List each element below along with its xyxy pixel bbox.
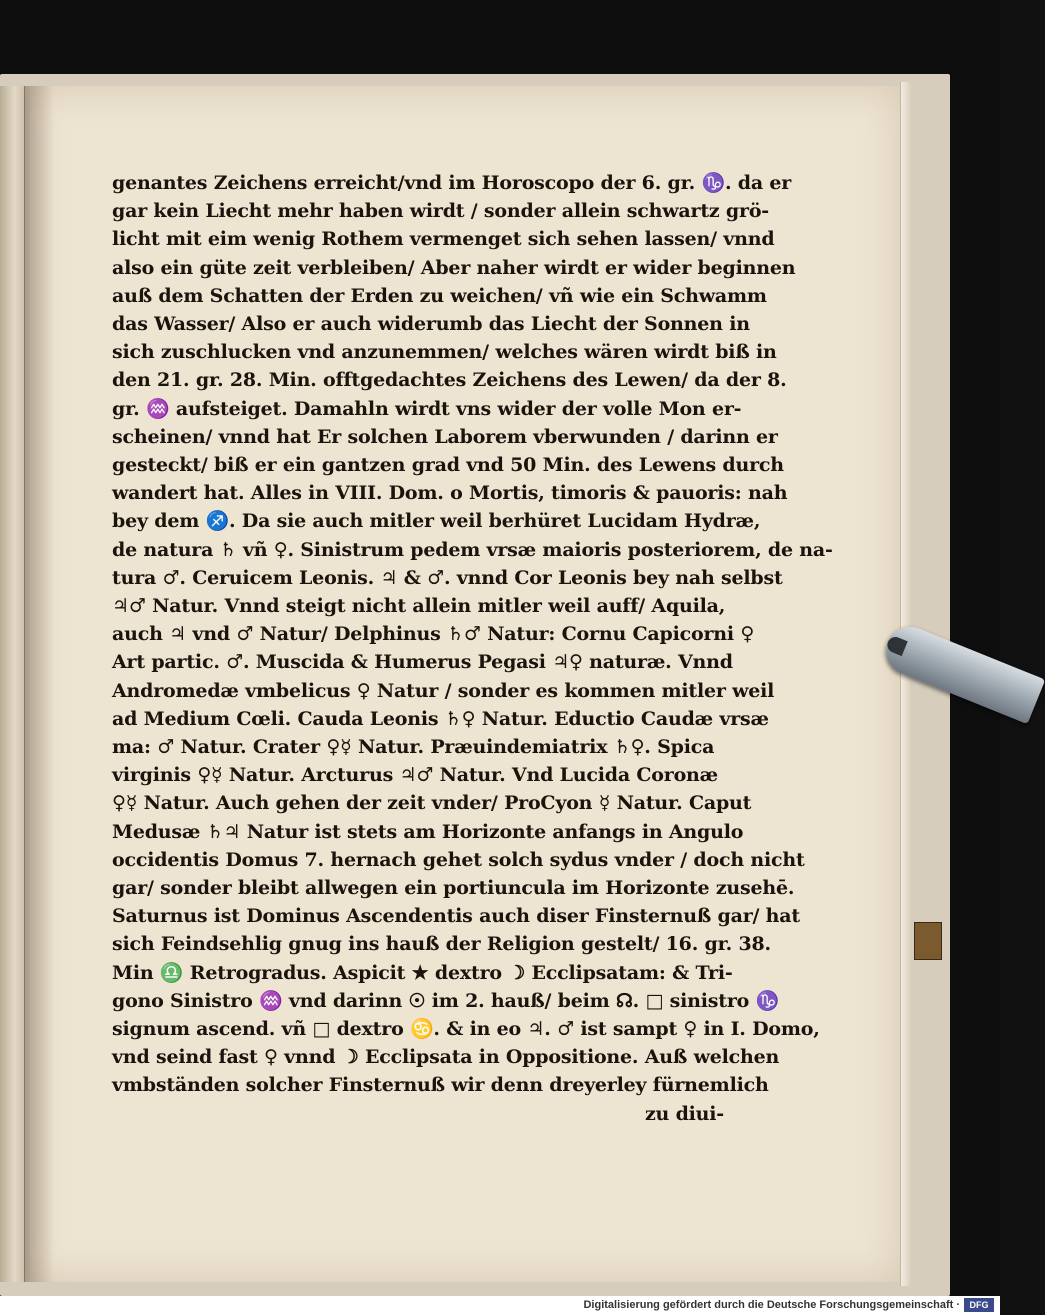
text-line: sich Feindsehlig gnug ins hauß der Religion gestelt/ 16. gr. 38. <box>112 933 771 956</box>
text-line: ma: ♂ Natur. Crater ♀☿ Natur. Præuindemiatrix ♄♀. Spica <box>112 736 715 758</box>
text-line: virginis ♀☿ Natur. Arcturus ♃♂ Natur. Vnd Lucida Coronæ <box>112 764 718 787</box>
text-line: scheinen/ vnnd hat Er solchen Laborem vberwunden / darinn er <box>112 425 778 448</box>
text-line: ♀☿ Natur. Auch gehen der zeit vnder/ ProCyon ☿ Natur. Caput <box>112 792 752 815</box>
text-line: Andromedæ vmbelicus ♀ Natur / sonder es kommen mitler weil <box>112 679 775 702</box>
text-line: wandert hat. Alles in VIII. Dom. o Mortis, timoris & pauoris: nah <box>112 482 788 505</box>
dfg-logo: DFG <box>964 1298 994 1312</box>
text-line: den 21. gr. 28. Min. offtgedachtes Zeichens des Lewen/ da der 8. <box>112 369 787 392</box>
text-line: gr. ♒ aufsteiget. Damahln wirdt vns wider der volle Mon er- <box>112 397 742 420</box>
text-line: licht mit eim wenig Rothem vermenget sich sehen lassen/ vnnd <box>112 228 775 251</box>
text-line: gono Sinistro ♒ vnd darinn ☉ im 2. hauß/ beim ☊. □ sinistro ♑ <box>112 989 780 1012</box>
text-line: gesteckt/ biß er ein gantzen grad vnd 50 Min. des Lewens durch <box>112 454 784 476</box>
text-line: ♃♂ Natur. Vnnd steigt nicht allein mitler weil auff/ Aquila, <box>112 595 726 617</box>
text-line: auß dem Schatten der Erden zu weichen/ vñ wie ein Schwamm <box>112 284 767 307</box>
gutter-shadow <box>24 86 54 1282</box>
text-line: bey dem ♐. Da sie auch mitler weil berhüret Lucidam Hydræ, <box>112 510 761 533</box>
text-line: Art partic. ♂. Muscida & Humerus Pegasi ♃♀ naturæ. Vnnd <box>112 651 733 674</box>
text-line: also ein güte zeit verbleiben/ Aber naher wirdt er wider beginnen <box>112 256 796 279</box>
text-line: occidentis Domus 7. hernach gehet solch sydus vnder / doch nicht <box>112 848 805 871</box>
page-tab-marker <box>914 922 942 960</box>
text-line: das Wasser/ Also er auch widerumb das Liecht der Sonnen in <box>112 313 750 335</box>
text-line: genantes Zeichens erreicht/vnd im Horoscopo der 6. gr. ♑. da er <box>112 172 792 194</box>
text-line: gar/ sonder bleibt allwegen ein portiuncula im Horizonte zusehē. <box>112 877 795 899</box>
text-line: sich zuschlucken vnd anzunemmen/ welches wären wirdt biß in <box>112 341 777 364</box>
text-line: Medusæ ♄♃ Natur ist stets am Horizonte anfangs in Angulo <box>112 820 744 843</box>
left-page-edge <box>0 86 25 1282</box>
text-line: de natura ♄ vñ ♀. Sinistrum pedem vrsæ maioris posteriorem, de na- <box>112 538 833 561</box>
text-line: vmbständen solcher Finsternuß wir denn dreyerley fürnemlich <box>112 1074 769 1097</box>
text-line: signum ascend. vñ □ dextro ♋. & in eo ♃. ♂ ist sampt ♀ in I. Domo, <box>112 1018 820 1040</box>
text-line: tura ♂. Ceruicem Leonis. ♃ & ♂. vnnd Cor Leonis bey nah selbst <box>112 566 783 589</box>
page-fore-edge <box>900 82 911 1286</box>
text-line: Min ♎ Retrogradus. Aspicit ★ dextro ☽ Ecclipsatam: & Tri- <box>112 961 733 984</box>
text-line: auch ♃ vnd ♂ Natur/ Delphinus ♄♂ Natur: Cornu Capicorni ♀ <box>112 623 755 646</box>
text-line: ad Medium Cœli. Cauda Leonis ♄♀ Natur. Eductio Caudæ vrsæ <box>112 707 769 730</box>
text-line: Saturnus ist Dominus Ascendentis auch diser Finsternuß gar/ hat <box>112 905 800 928</box>
text-line: gar kein Liecht mehr haben wirdt / sonder allein schwartz grö- <box>112 200 769 223</box>
text-line: vnd seind fast ♀ vnnd ☽ Ecclipsata in Oppositione. Auß welchen <box>112 1046 780 1069</box>
funding-credit: Digitalisierung gefördert durch die Deutsche Forschungsgemeinschaft · <box>583 1299 960 1311</box>
catchword: zu diui- <box>644 1102 724 1125</box>
